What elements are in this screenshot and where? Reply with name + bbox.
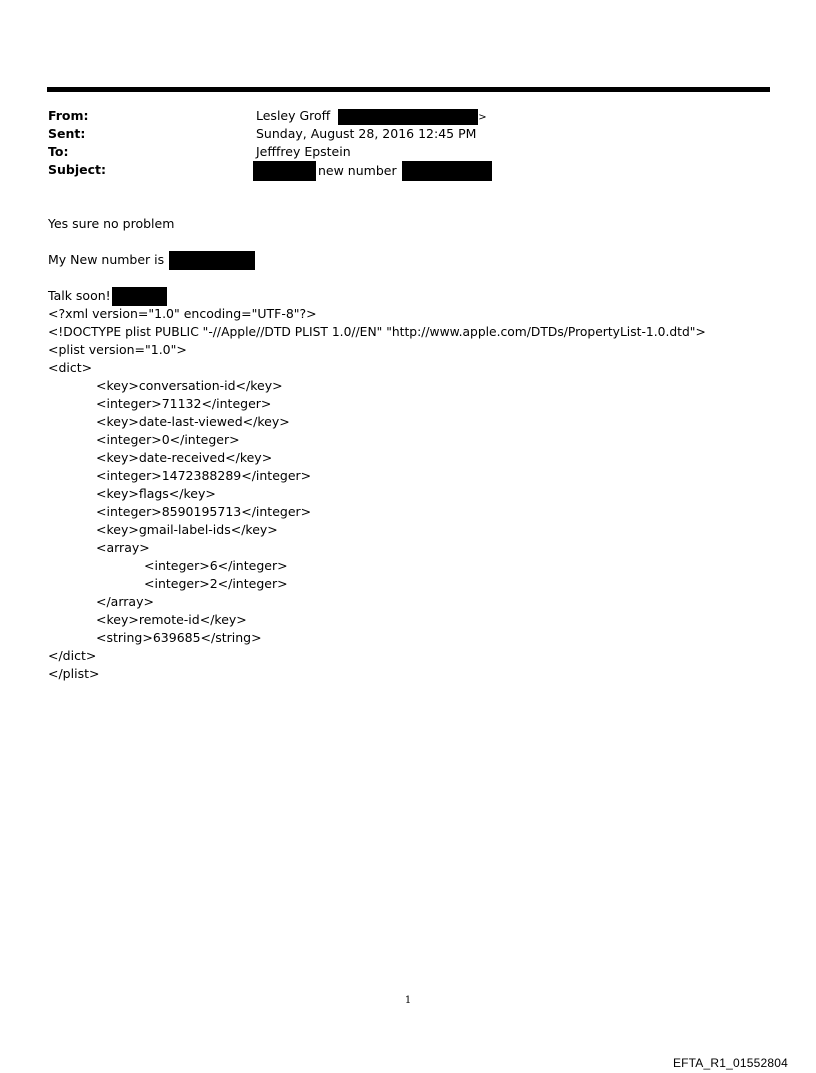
xml-line: <plist version="1.0">: [48, 342, 187, 357]
xml-line: </dict>: [48, 648, 97, 663]
subject-row: [48, 161, 748, 181]
xml-line: </plist>: [48, 666, 100, 681]
to-row: [48, 143, 748, 161]
from-trailing: >: [478, 112, 487, 123]
from-row: [48, 107, 748, 125]
subject-label: Subject:: [48, 162, 106, 177]
document-id: EFTA_R1_01552804: [672, 1056, 788, 1070]
body-line: [48, 287, 788, 305]
xml-line: <dict>: [48, 360, 93, 375]
xml-line: </array>: [96, 594, 154, 609]
body-line: Yes sure no problem: [48, 216, 175, 231]
to-value: Jefffrey Epstein: [256, 144, 351, 159]
xml-line: <integer>6</integer>: [144, 558, 288, 573]
paragraph-gap: [48, 233, 788, 251]
xml-line: <integer>71132</integer>: [96, 396, 272, 411]
body-line: [48, 251, 788, 269]
xml-line: <key>date-last-viewed</key>: [96, 414, 290, 429]
xml-line: <key>remote-id</key>: [96, 612, 247, 627]
header-rule: [47, 87, 770, 92]
body-line-text: My New number is: [48, 252, 165, 267]
redaction-box: [402, 161, 492, 181]
redaction-box: [338, 109, 478, 125]
subject-text: new number: [318, 162, 397, 178]
xml-line: <key>date-received</key>: [96, 450, 273, 465]
to-label: To:: [48, 144, 69, 159]
from-value: [256, 107, 487, 127]
sent-value: Sunday, August 28, 2016 12:45 PM: [256, 126, 477, 141]
subject-value: [253, 161, 492, 181]
redaction-box: [112, 287, 167, 306]
email-body: [48, 215, 788, 683]
xml-line: <integer>2</integer>: [144, 576, 288, 591]
xml-line: <?xml version="1.0" encoding="UTF-8"?>: [48, 306, 317, 321]
paragraph-gap: [48, 269, 788, 287]
xml-line: <integer>1472388289</integer>: [96, 468, 312, 483]
sender-name: Lesley Groff: [256, 108, 331, 123]
body-line-text: Talk soon!: [48, 288, 111, 303]
xml-line: <integer>8590195713</integer>: [96, 504, 312, 519]
xml-line: <key>flags</key>: [96, 486, 216, 501]
page-number: 1: [404, 995, 412, 1006]
xml-line: <!DOCTYPE plist PUBLIC "-//Apple//DTD PLIST 1.0//EN" "http://www.apple.com/DTDs/PropertyList-1.0.dtd">: [48, 325, 706, 339]
from-label: From:: [48, 108, 89, 123]
xml-line: <key>conversation-id</key>: [96, 378, 283, 393]
xml-line: <string>639685</string>: [96, 630, 262, 645]
xml-line: <key>gmail-label-ids</key>: [96, 522, 278, 537]
xml-line: <array>: [96, 540, 150, 555]
redaction-box: [169, 251, 255, 270]
redaction-box: [253, 161, 316, 181]
sent-row: [48, 125, 748, 143]
xml-line: <integer>0</integer>: [96, 432, 240, 447]
email-header: [48, 107, 748, 181]
sent-label: Sent:: [48, 126, 86, 141]
